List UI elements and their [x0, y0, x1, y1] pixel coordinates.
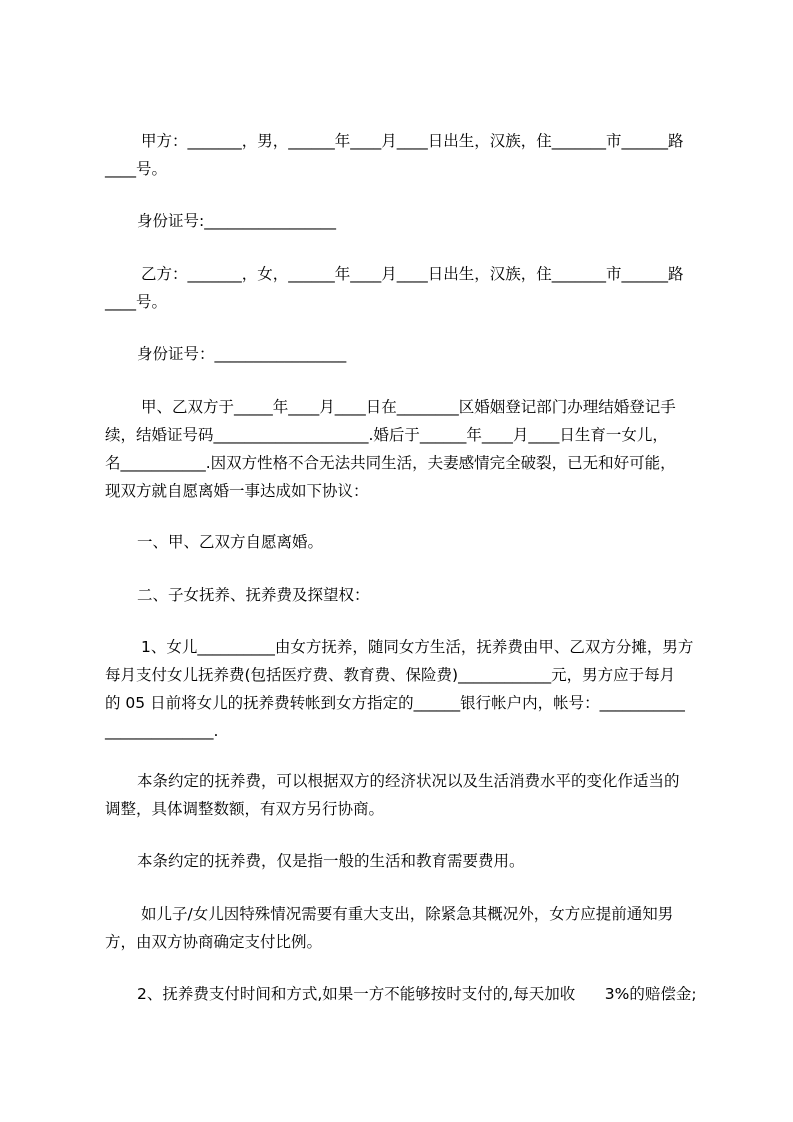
party-a-id-line: 身份证号:_________________ [137, 212, 336, 230]
scope-paragraph [105, 847, 705, 875]
party-b-line-1: 乙方：_______，女，______年____月____日出生，汉族，住_______市______路 [141, 265, 684, 283]
special-line-2: 方，由双方协商确定支付比例。 [105, 933, 323, 951]
item-1-line-4: ______________. [105, 722, 219, 740]
party-a-line-2: ____号。 [105, 160, 168, 178]
party-a-paragraph [105, 127, 705, 183]
party-b-id-paragraph [105, 340, 705, 368]
special-paragraph [105, 900, 705, 956]
party-b-line-2: ____号。 [105, 293, 168, 311]
scope-line: 本条约定的抚养费，仅是指一般的生活和教育需要费用。 [137, 852, 525, 870]
adjust-line-2: 调整，具体调整数额，有双方另行协商。 [105, 800, 385, 818]
item-2-line: 2、抚养费支付时间和方式,如果一方不能够按时支付的,每天加收 3%的赔偿金; [137, 985, 697, 1003]
special-line-1: 如儿子/女儿因特殊情况需要有重大支出，除紧急其概况外，女方应提前通知男 [141, 905, 674, 923]
party-a-id-paragraph [105, 207, 705, 235]
party-a-line-1: 甲方：_______，男，______年____月____日出生，汉族，住_______市______路 [141, 132, 684, 150]
item-2-paragraph [105, 980, 705, 1008]
marriage-line-4: 现双方就自愿离婚一事达成如下协议： [105, 482, 369, 500]
adjust-paragraph [105, 767, 705, 823]
adjust-line-1: 本条约定的抚养费，可以根据双方的经济状况以及生活消费水平的变化作适当的 [137, 772, 680, 790]
item-1-line-1: 1、女儿__________由女方抚养，随同女方生活，抚养费由甲、乙双方分摊，男方 [141, 638, 694, 656]
marriage-paragraph [105, 393, 705, 505]
party-b-paragraph [105, 260, 705, 316]
marriage-line-2: 续，结婚证号码____________________.婚后于______年____月____日生育一女儿， [105, 426, 668, 444]
clause-2-paragraph [105, 581, 705, 609]
clause-1-line: 一、甲、乙双方自愿离婚。 [137, 533, 324, 551]
item-1-line-2: 每月支付女儿抚养费(包括医疗费、教育费、保险费)____________元，男方应于每月 [105, 666, 676, 684]
clause-2-line: 二、子女抚养、抚养费及探望权： [137, 586, 370, 604]
marriage-line-3: 名___________.因双方性格不合无法共同生活，夫妻感情完全破裂，已无和好可能， [105, 454, 676, 472]
item-1-line-3: 的 05 日前将女儿的抚养费转帐到女方指定的______银行帐户内，帐号：___________ [105, 694, 685, 712]
clause-1-paragraph [105, 528, 705, 556]
marriage-line-1: 甲、乙双方于_____年____月____日在________区婚姻登记部门办理结婚登记手 [141, 398, 676, 416]
party-b-id-line: 身份证号：_________________ [137, 345, 347, 363]
item-1-paragraph [105, 633, 705, 745]
